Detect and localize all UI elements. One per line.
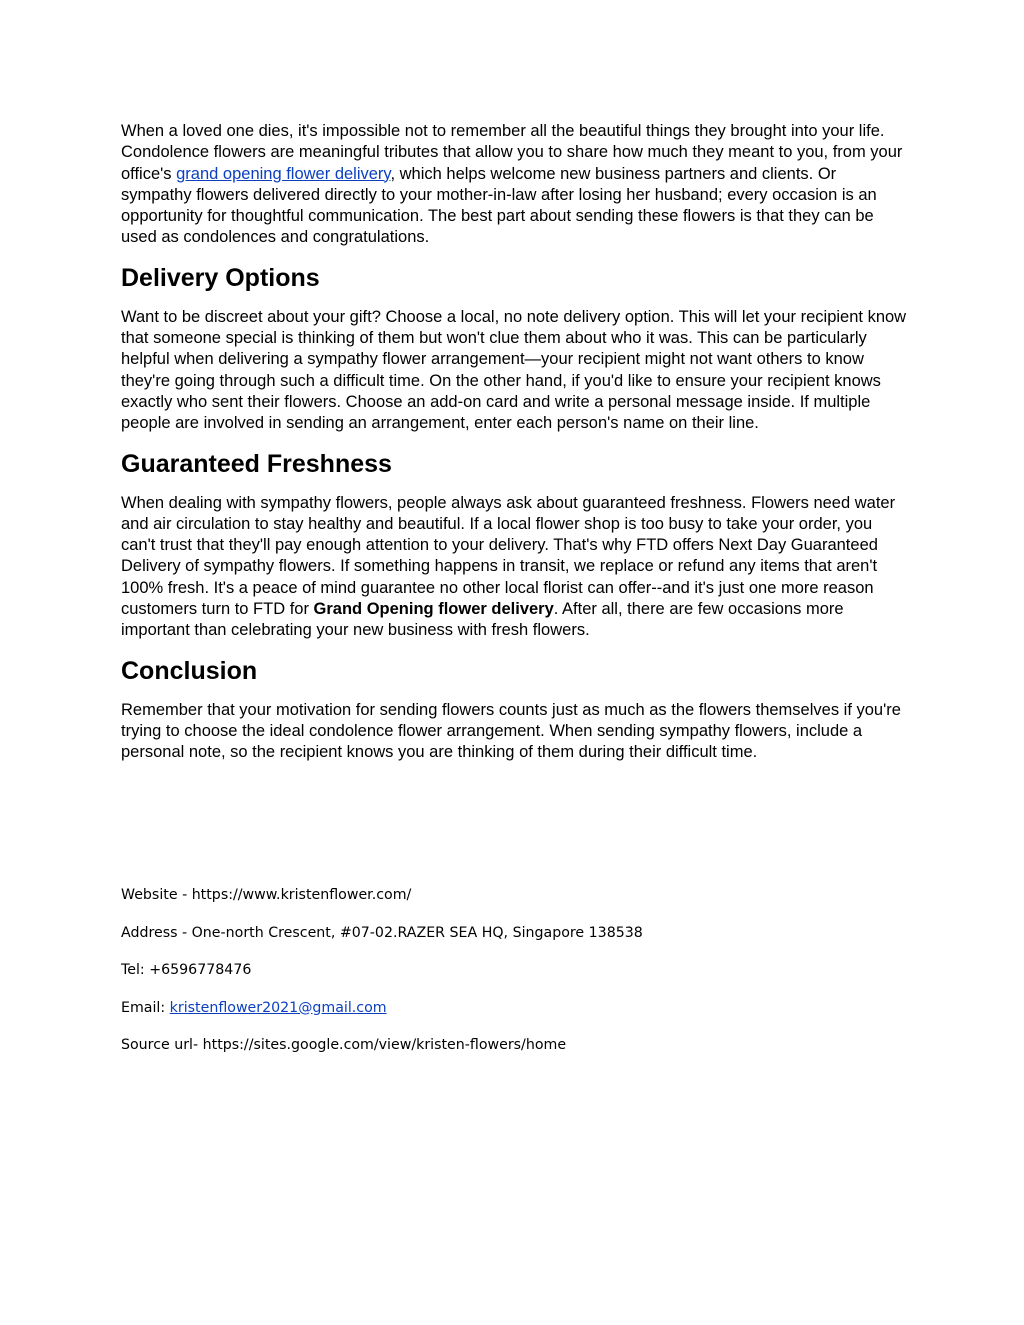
address-line: Address - One-north Crescent, #07-02.RAZER SEA HQ, Singapore 138538 [121,924,643,941]
conclusion-paragraph: Remember that your motivation for sending flowers counts just as much as the flowers themselves if you're trying to choose the ideal condolence flower arrangement. When sending sympathy flowers, include a personal note, so the recipient knows you are thinking of them during their difficult time. [121,700,901,762]
delivery-options-heading: Delivery Options [121,263,320,292]
source-url-line: Source url- https://sites.google.com/view/kristen-flowers/home [121,1037,567,1053]
delivery-options-paragraph: Want to be discreet about your gift? Choose a local, no note delivery option. This will let your recipient know that someone special is thinking of them but won't clue them about who it was. This can be particularly helpful when delivering a sympathy flower arrangement—your recipient might not want others to know they're going through such a difficult time. On the other hand, if you'd like to ensure your recipient knows exactly who sent their flowers. Choose an add-on card and write a personal message inside. If multiple people are involved in sending an arrangement, enter each person's name on their line. [121,307,907,433]
freshness-text-end: . After all, there are few occasions more important than celebrating your new business with fresh flowers. [121,600,844,640]
tel-line: Tel: +6596778476 [121,962,252,978]
guaranteed-freshness-paragraph [121,493,911,642]
freshness-text-start: When dealing with sympathy flowers, people always ask about guaranteed freshness. Flowers need water and air circulation to stay healthy and beautiful. If a local flower shop is too busy to take your order, you can't trust that they'll pay enough attention to your delivery. That's why FTD offers Next Day Guaranteed Delivery of sympathy flowers. If something happens in transit, we replace or refund any items that aren't 100% fresh. It's a peace of mind guarantee no other local florist can offer--and it's just one more reason customers turn to FTD for [121,493,896,619]
email-link[interactable]: kristenflower2021@gmail.com [169,999,387,1016]
freshness-bold-text: Grand Opening flower delivery [313,600,554,619]
document-page [121,118,911,764]
website-line: Website - https://www.kristenflower.com/ [121,887,412,903]
email-label: Email: [121,999,170,1016]
guaranteed-freshness-heading: Guaranteed Freshness [121,449,392,478]
contact-info [121,884,643,1072]
email-line [121,997,643,1035]
intro-paragraph [121,121,911,249]
intro-text-start: When a loved one dies, it's impossible not to remember all the beautiful things they brought into your life. Condolence flowers are meaningful tributes that allow you to share how much they meant to you, from your office's [121,122,903,183]
grand-opening-flower-delivery-link[interactable]: grand opening flower delivery [176,164,391,183]
conclusion-heading: Conclusion [121,656,258,685]
intro-text-end: , which helps welcome new business partners and clients. Or sympathy flowers delivered directly to your mother-in-law after losing her husband; every occasion is an opportunity for thoughtful communication. The best part about sending these flowers is that they can be used as condolences and congratulations. [121,164,877,247]
